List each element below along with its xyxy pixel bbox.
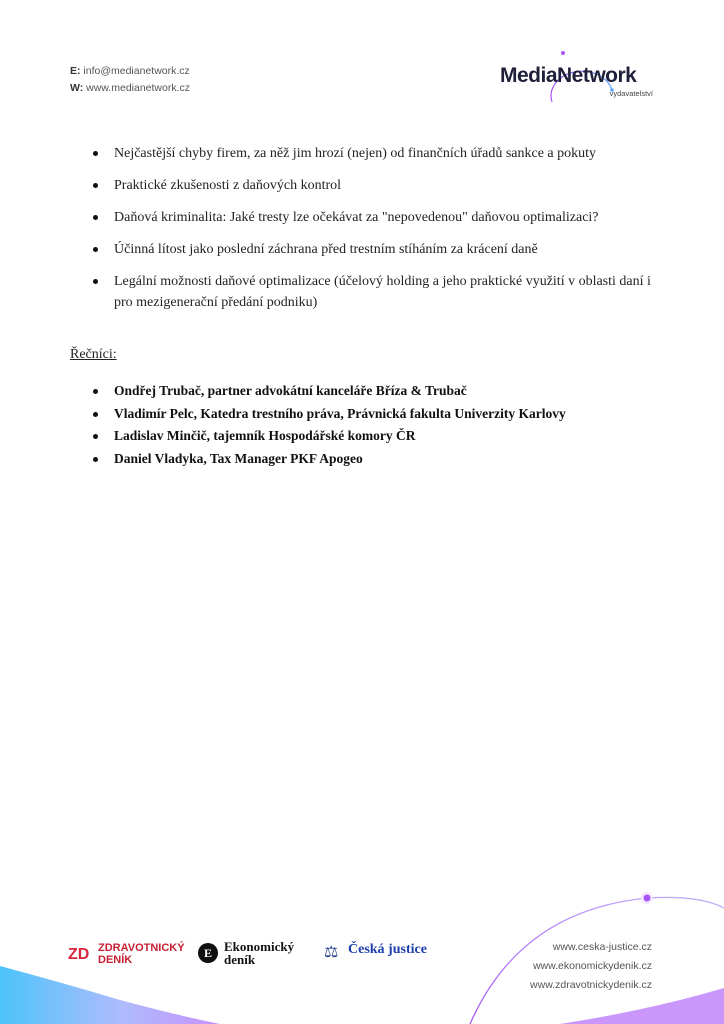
- email-line: [70, 63, 190, 80]
- url-link[interactable]: www.ekonomickydenik.cz: [532, 960, 652, 972]
- topics-list: [92, 143, 652, 324]
- email-label: E:: [70, 65, 81, 77]
- zd-logo-icon: ZD: [68, 946, 90, 963]
- topic-item: Legální možnosti daňové optimalizace (účelový holding a jeho praktické využití v oblasti daní i pro mezigenerační předání podniku): [92, 271, 652, 313]
- speakers-heading: Řečníci:: [70, 347, 117, 362]
- topic-item: Daňová kriminalita: Jaké tresty lze očekávat za "nepovedenou" daňovou optimalizaci?: [92, 207, 652, 228]
- speaker-item: Vladimír Pelc, Katedra trestního práva, Právnická fakulta Univerzity Karlovy: [92, 403, 672, 426]
- topic-item: Účinná lítost jako poslední záchrana před trestním stíháním za krácení daně: [92, 239, 652, 260]
- partner-name: Ekonomický deník: [224, 939, 295, 967]
- logo-text: MediaNetwork: [500, 64, 637, 87]
- email-link[interactable]: info@medianetwork.cz: [83, 65, 190, 77]
- medianetwork-logo: [490, 50, 665, 110]
- topic-item: Nejčastější chyby firem, za něž jim hrozí (nejen) od finančních úřadů sankce a pokuty: [92, 143, 652, 164]
- web-line: [70, 80, 190, 97]
- speaker-item: Ladislav Minčič, tajemník Hospodářské komory ČR: [92, 425, 672, 448]
- web-link[interactable]: www.medianetwork.cz: [86, 82, 191, 94]
- url-link[interactable]: www.ceska-justice.cz: [552, 941, 652, 953]
- partner-name: ZDRAVOTNICKÝ DENÍK: [98, 942, 185, 966]
- speaker-item: Daniel Vladyka, Tax Manager PKF Apogeo: [92, 448, 672, 471]
- contact-block: [70, 63, 190, 97]
- gavel-icon: ⚖: [324, 944, 339, 961]
- speakers-list: [92, 380, 672, 470]
- e-logo-icon: E: [198, 943, 218, 963]
- partner-name: Česká justice: [348, 942, 427, 957]
- web-label: W:: [70, 82, 84, 94]
- logo-subtitle: vydavatelství: [609, 89, 653, 98]
- topic-item: Praktické zkušenosti z daňových kontrol: [92, 175, 652, 196]
- speaker-item: Ondřej Trubač, partner advokátní kanceláře Bříza & Trubač: [92, 380, 672, 403]
- url-link[interactable]: www.zdravotnickydenik.cz: [530, 979, 652, 991]
- partner-urls: [530, 938, 652, 995]
